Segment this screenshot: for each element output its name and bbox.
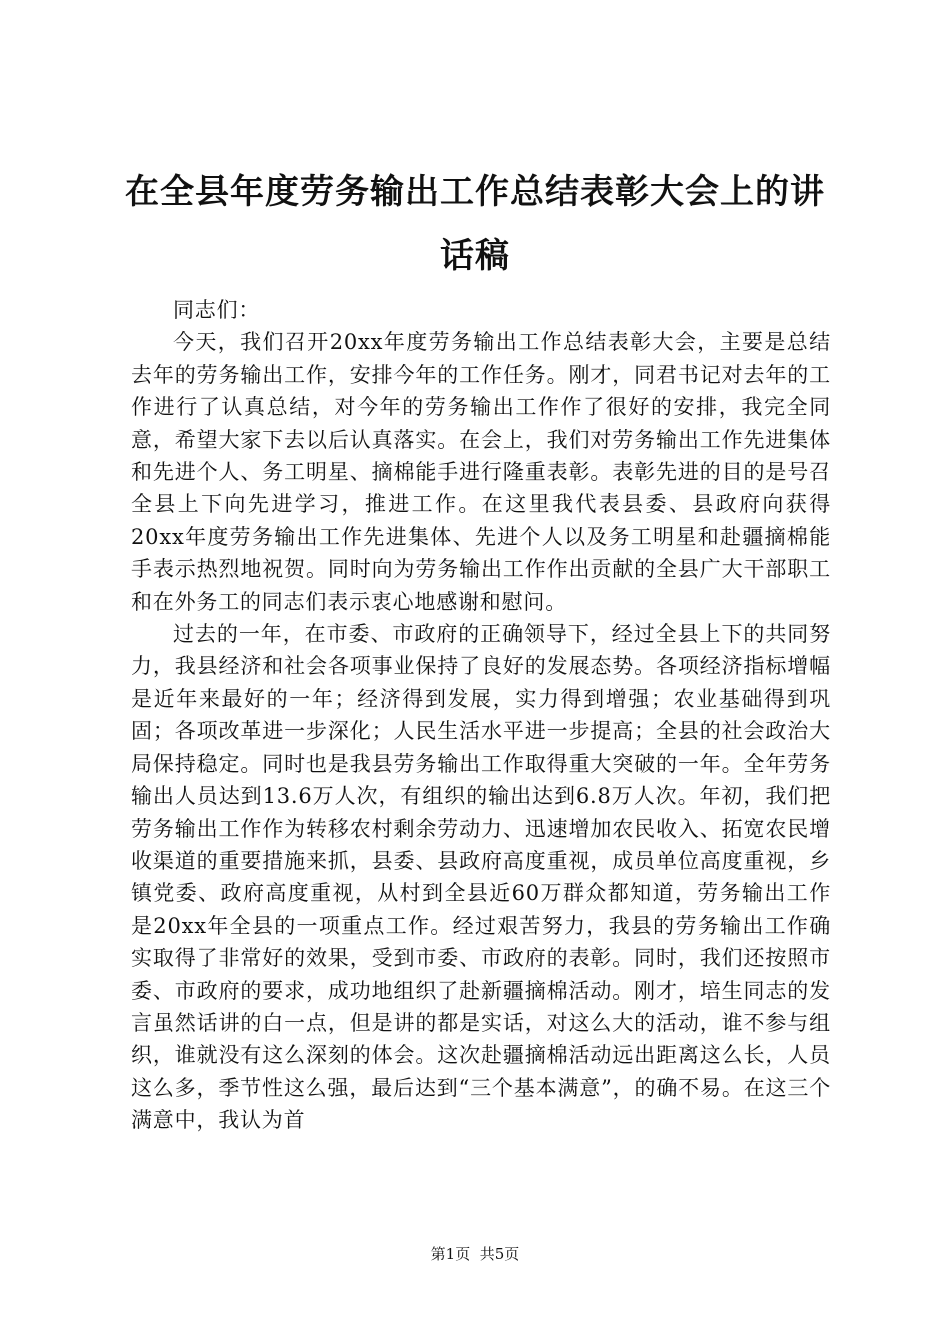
paragraph-1: 今天，我们召开20xx年度劳务输出工作总结表彰大会，主要是总结去年的劳务输出工作，安排今年的工作任务。刚才，同君书记对去年的工作进行了认真总结，对今年的劳务输出工作作了很好的安排，我完全同意，希望大家下去以后认真落实。在会上，我们对劳务输出工作先进集体和先进个人、务工明星、摘棉能手进行隆重表彰。表彰先进的目的是号召全县上下向先进学习，推进工作。在这里我代表县委、县政府向获得20xx年度劳务输出工作先进集体、先进个人以及务工明星和赴疆摘棉能手表示热烈地祝贺。同时向为劳务输出工作作出贡献的全县广大干部职工和在外务工的同志们表示衷心地感谢和慰问。 — [131, 330, 831, 614]
paragraph-2: 过去的一年，在市委、市政府的正确领导下，经过全县上下的共同努力，我县经济和社会各项事业保持了良好的发展态势。各项经济指标增幅是近年来最好的一年；经济得到发展，实力得到增强；农业基础得到巩固；各项改革进一步深化；人民生活水平进一步提高；全县的社会政治大局保持稳定。同时也是我县劳务输出工作取得重大突破的一年。全年劳务输出人员达到13.6万人次，有组织的输出达到6.8万人次。年初，我们把劳务输出工作作为转移农村剩余劳动力、迅速增加农民收入、拓宽农民增收渠道的重要措施来抓，县委、县政府高度重视，成员单位高度重视，乡镇党委、政府高度重视，从村到全县近60万群众都知道，劳务输出工作是20xx年全县的一项重点工作。经过艰苦努力，我县的劳务输出工作确实取得了非常好的效果，受到市委、市政府的表彰。同时，我们还按照市委、市政府的要求，成功地组织了赴新疆摘棉活动。刚才，培生同志的发言虽然话讲的白一点，但是讲的都是实话，对这么大的活动，谁不参与组织，谁就没有这么深刻的体会。这次赴疆摘棉活动远出距离这么长，人员这么多，季节性这么强，最后达到“三个基本满意”，的确不易。在这三个满意中，我认为首 — [131, 622, 831, 1133]
footer-separator — [470, 1245, 480, 1263]
page-footer — [0, 1244, 950, 1264]
page-total: 共5页 — [479, 1245, 520, 1263]
document-title: 在全县年度劳务输出工作总结表彰大会上的讲话稿 — [125, 172, 825, 276]
page-number: 第1页 — [430, 1245, 471, 1263]
document-body — [131, 294, 831, 1184]
salutation: 同志们： — [173, 298, 261, 322]
